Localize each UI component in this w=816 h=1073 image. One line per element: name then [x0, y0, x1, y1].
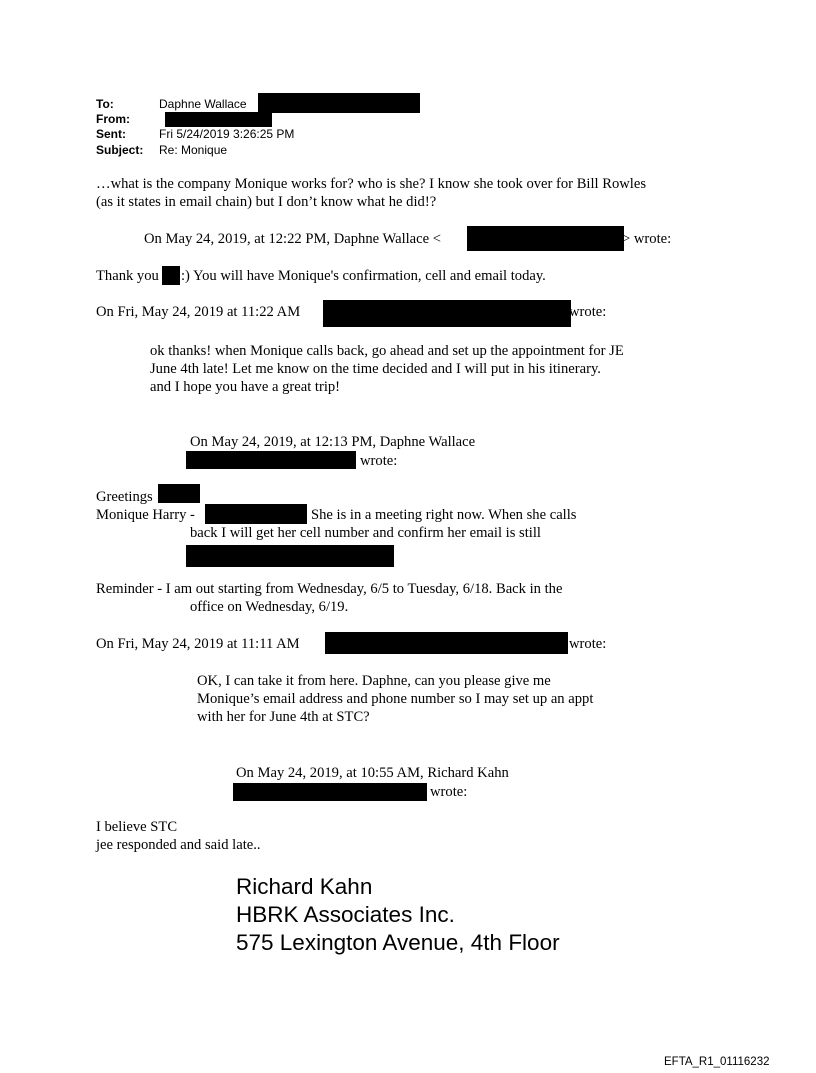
redaction-box — [165, 112, 272, 127]
signature-name: Richard Kahn — [236, 874, 373, 899]
body-text: and I hope you have a great trip! — [150, 379, 341, 395]
body-text: OK, I can take it from here. Daphne, can you please give me — [197, 673, 551, 689]
redaction-box — [323, 300, 571, 327]
to-value: Daphne Wallace — [159, 97, 247, 111]
body-text: Greetings — [96, 489, 153, 505]
redaction-box — [205, 504, 307, 524]
signature-address: 575 Lexington Avenue, 4th Floor — [236, 930, 560, 955]
body-text: ok thanks! when Monique calls back, go ahead and set up the appointment for JE — [150, 343, 624, 359]
quote-header: On Fri, May 24, 2019 at 11:22 AM — [96, 304, 301, 320]
body-text: Reminder - I am out starting from Wednesday, 6/5 to Tuesday, 6/18. Back in the — [96, 581, 563, 597]
subject-label: Subject: — [96, 143, 144, 157]
body-text: :) You will have Monique's confirmation, cell and email today. — [181, 268, 546, 284]
sent-value: Fri 5/24/2019 3:26:25 PM — [159, 127, 295, 141]
signature-company: HBRK Associates Inc. — [236, 902, 455, 927]
quote-header: wrote: — [569, 636, 607, 652]
body-text: (as it states in email chain) but I don’t know what he did!? — [96, 194, 437, 210]
header-from — [96, 111, 159, 127]
document-id: EFTA_R1_01116232 — [664, 1056, 770, 1068]
quote-header: On Fri, May 24, 2019 at 11:11 AM — [96, 636, 300, 652]
body-text: jee responded and said late.. — [96, 837, 261, 853]
body-text: office on Wednesday, 6/19. — [190, 599, 349, 615]
redaction-box — [158, 484, 200, 503]
body-text: Thank you — [96, 268, 159, 284]
body-text: …what is the company Monique works for? who is she? I know she took over for Bill Rowles — [96, 176, 647, 192]
body-text: Monique’s email address and phone number so I may set up an appt — [197, 691, 594, 707]
header-subject — [96, 142, 227, 158]
body-text: Monique Harry - — [96, 507, 195, 523]
redaction-box — [467, 226, 624, 251]
quote-header: On May 24, 2019, at 12:22 PM, Daphne Wallace < — [144, 231, 441, 247]
body-text: back I will get her cell number and confirm her email is still — [190, 525, 541, 541]
sent-label: Sent: — [96, 127, 126, 141]
redaction-box — [186, 451, 356, 469]
quote-header: wrote: — [569, 304, 607, 320]
quote-header: wrote: — [360, 453, 398, 469]
quote-header: > wrote: — [622, 231, 672, 247]
body-text: She is in a meeting right now. When she calls — [311, 507, 577, 523]
body-text: June 4th late! Let me know on the time decided and I will put in his itinerary. — [150, 361, 601, 377]
subject-value: Re: Monique — [159, 143, 228, 157]
body-text: with her for June 4th at STC? — [197, 709, 370, 725]
quote-header: On May 24, 2019, at 12:13 PM, Daphne Wallace — [190, 434, 476, 450]
header-to — [96, 96, 247, 112]
redaction-box — [233, 783, 427, 801]
header-sent — [96, 126, 294, 142]
from-label: From: — [96, 112, 130, 126]
redaction-box — [162, 266, 180, 285]
to-label: To: — [96, 97, 114, 111]
quote-header: On May 24, 2019, at 10:55 AM, Richard Kahn — [236, 765, 509, 781]
body-text: I believe STC — [96, 819, 178, 835]
redaction-box — [325, 632, 568, 654]
quote-header: wrote: — [430, 784, 468, 800]
redaction-box — [186, 545, 394, 567]
redaction-box — [258, 93, 420, 113]
